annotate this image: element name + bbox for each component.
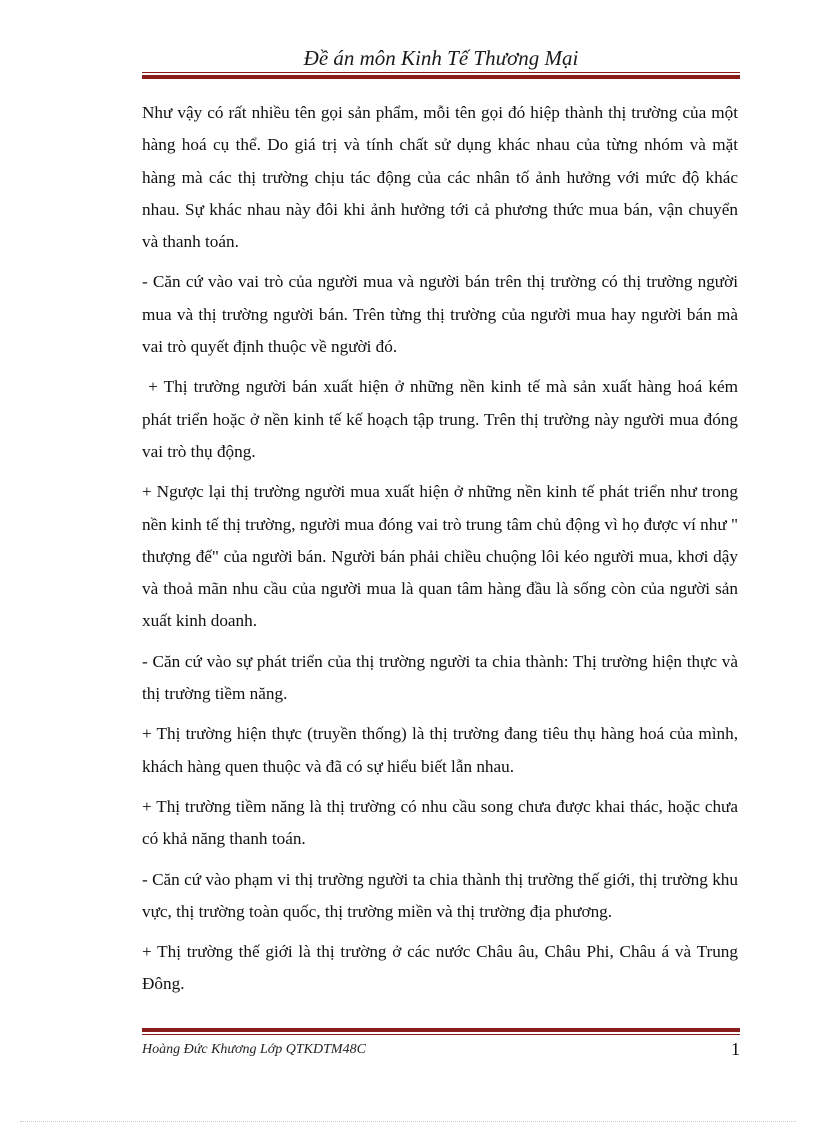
footer-author: Hoàng Đức Khương Lớp QTKDTM48C	[142, 1042, 366, 1057]
paragraph: - Căn cứ vào phạm vi thị trường người ta chia thành thị trường thế giới, thị trường khu vực, thị trường toàn quốc, thị trường miền và thị trường địa phương.	[142, 869, 738, 921]
paragraph: + Thị trường tiềm năng là thị trường có nhu cầu song chưa được khai thác, hoặc chưa có khả năng thanh toán.	[142, 796, 738, 849]
footer-rule-thick	[142, 1028, 740, 1032]
header-rule-thin	[142, 72, 740, 73]
paragraph: Như vậy có rất nhiều tên gọi sản phẩm, mỗi tên gọi đó hiệp thành thị trường của một hàng hoá cụ thể. Do giá trị và tính chất sử dụng khác nhau của từng nhóm và mặt hàng mà các thị trường chịu tác động của các nhân tố ảnh hưởng với mức độ khác nhau. Sự khác nhau này đôi khi ảnh hưởng tới cả phương thức mua bán, vận chuyển và thanh toán.	[142, 103, 738, 252]
paragraph: + Thị trường hiện thực (truyền thống) là thị trường đang tiêu thụ hàng hoá của mình, khách hàng quen thuộc và đã có sự hiểu biết lẫn nhau.	[142, 724, 738, 776]
paragraph: + Thị trường thế giới là thị trường ở các nước Châu âu, Châu Phi, Châu á và Trung Đông.	[142, 942, 738, 994]
page-number: 1	[731, 1039, 740, 1059]
paragraph: - Căn cứ vào sự phát triển của thị trường người ta chia thành: Thị trường hiện thực và thị trường tiềm năng.	[142, 651, 738, 704]
document-title: Đề án môn Kinh Tế Thương Mại	[303, 46, 579, 70]
header-rule-thick	[142, 75, 740, 79]
footer-rule-thin	[142, 1034, 740, 1035]
paragraph: + Ngược lại thị trường người mua xuất hiện ở những nền kinh tế phát triển như trong nền kinh tế thị trường, người mua đóng vai trò trung tâm chủ động vì họ được ví như " thượng đế" của người bán. Người bán phải chiều chuộng lôi kéo người mua, khơi dậy và thoả mãn nhu cầu của người mua là quan tâm hàng đầu là sống còn của người sản xuất kinh doanh.	[142, 482, 738, 631]
paragraph: - Căn cứ vào vai trò của người mua và người bán trên thị trường có thị trường người mua và thị trường người bán. Trên từng thị trường của người mua hay người bán mà vai trò quyết định thuộc về người đó.	[142, 272, 738, 357]
page-bottom-divider	[20, 1121, 796, 1122]
body-text	[142, 97, 743, 1009]
paragraph: + Thị trường người bán xuất hiện ở những nền kinh tế mà sản xuất hàng hoá kém phát triển hoặc ở nền kinh tế kế hoạch tập trung. Trên thị trường này người mua đóng vai trò thụ động.	[142, 377, 743, 461]
